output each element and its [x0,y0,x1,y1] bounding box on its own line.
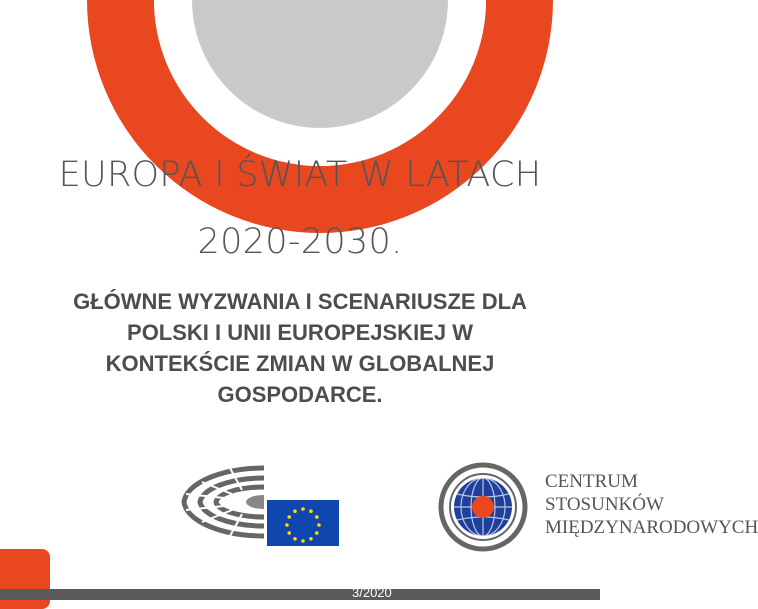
csm-text-line-2: STOSUNKÓW [545,494,664,515]
subtitle-line-3: KONTEKŚCIE ZMIAN W GLOBALNEJ [105,351,495,376]
decorative-orange-tab [0,549,50,609]
european-parliament-logo-icon [172,454,348,550]
document-title-line-1: EUROPA I ŚWIAT W LATACH [58,155,542,195]
subtitle-line-2: POLSKI I UNII EUROPEJSKIEJ W [127,320,473,345]
csm-logo-text [545,470,758,539]
footer-bar [0,585,600,600]
csm-text-line-3: MIĘDZYNARODOWYCH [545,517,758,538]
subtitle-line-1: GŁÓWNE WYZWANIA I SCENARIUSZE DLA [73,289,527,314]
csm-text-line-1: CENTRUM [545,471,638,492]
issue-number: 3/2020 [352,585,392,600]
document-subtitle [60,286,540,410]
decorative-ring-icon [0,0,600,100]
subtitle-line-4: GOSPODARCE. [217,382,383,407]
csm-emblem-icon [438,462,528,552]
document-title-line-2: 2020-2030. [197,222,403,262]
